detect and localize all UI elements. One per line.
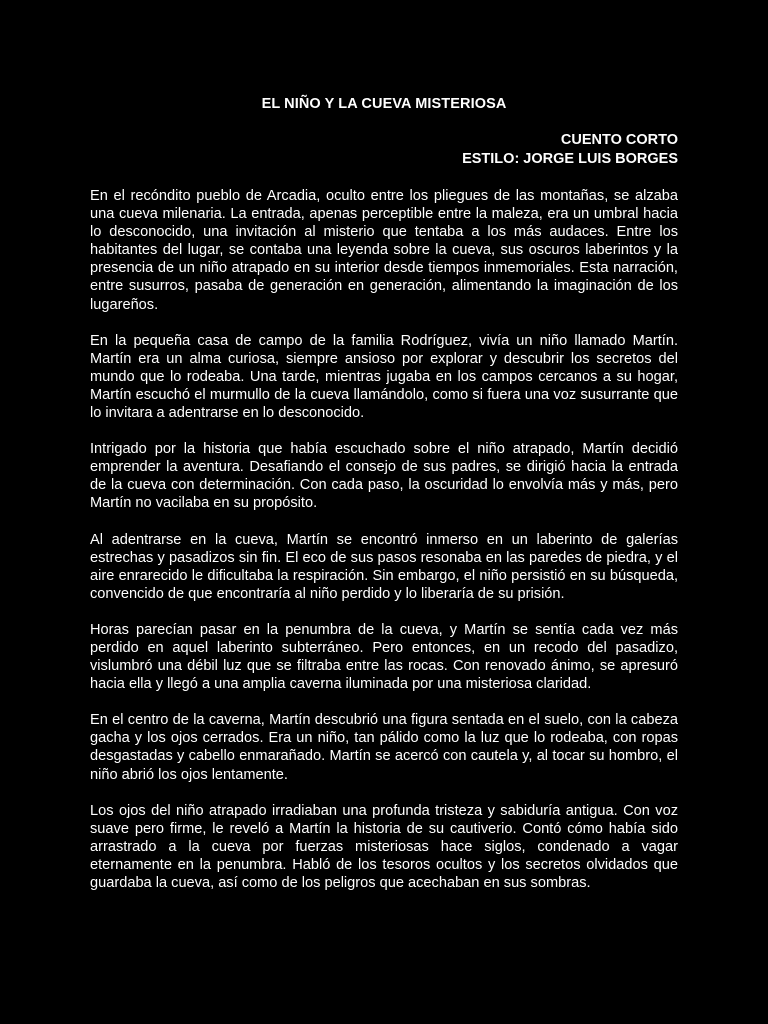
- paragraph: En el centro de la caverna, Martín descubrió una figura sentada en el suelo, con la cabeza gacha y los ojos cerrados. Era un niño, tan pálido como la luz que lo rodeaba, con ropas desgastadas y cabello enmarañado. Martín se acercó con cautela y, al tocar su hombro, el niño abrió los ojos lentamente.: [90, 712, 678, 783]
- paragraph: En el recóndito pueblo de Arcadia, oculto entre los pliegues de las montañas, se alzaba una cueva milenaria. La entrada, apenas perceptible entre la maleza, era un umbral hacia lo desconocido, una invitación al misterio que tentaba a los más audaces. Entre los habitantes del lugar, se contaba una leyenda sobre la cueva, sus oscuros laberintos y la presencia de un niño atrapado en su interior desde tiempos inmemoriales. Esta narración, entre susurros, pasaba de generación en generación, alimentando la imaginación de los lugareños.: [90, 188, 678, 313]
- story-genre: CUENTO CORTO: [560, 132, 678, 148]
- story-meta: [90, 131, 678, 169]
- story-body: [90, 187, 678, 892]
- story-title: EL NIÑO Y LA CUEVA MISTERIOSA: [261, 96, 507, 112]
- paragraph: Los ojos del niño atrapado irradiaban una profunda tristeza y sabiduría antigua. Con voz suave pero firme, le reveló a Martín la historia de su cautiverio. Contó cómo había sido arrastrado a la cueva por fuerzas misteriosas hace siglos, condenado a vagar eternamente en la penumbra. Habló de los tesoros ocultos y los secretos olvidados que guardaba la cueva, así como de los peligros que acechaban en sus sombras.: [90, 802, 678, 891]
- paragraph: En la pequeña casa de campo de la familia Rodríguez, vivía un niño llamado Martín. Martín era un alma curiosa, siempre ansioso por explorar y descubrir los secretos del mundo que lo rodeaba. Una tarde, mientras jugaba en los campos cercanos a su hogar, Martín escuchó el murmullo de la cueva llamándolo, como si fuera una voz susurrante que lo invitara a adentrarse en lo desconocido.: [90, 332, 678, 422]
- document-page: [90, 95, 678, 910]
- paragraph: Al adentrarse en la cueva, Martín se encontró inmerso en un laberinto de galerías estrechas y pasadizos sin fin. El eco de sus pasos resonaba en las paredes de piedra, y el aire enrarecido le dificultaba la respiración. Sin embargo, el niño persistió en su búsqueda, convencido de que encontraría al niño perdido y lo liberaría de su prisión.: [90, 531, 678, 602]
- paragraph: Intrigado por la historia que había escuchado sobre el niño atrapado, Martín decidió emprender la aventura. Desafiando el consejo de sus padres, se dirigió hacia la entrada de la cueva con determinación. Con cada paso, la oscuridad lo envolvía más y más, pero Martín no vacilaba en su propósito.: [90, 441, 678, 512]
- paragraph: Horas parecían pasar en la penumbra de la cueva, y Martín se sentía cada vez más perdido en aquel laberinto subterráneo. Pero entonces, en un recodo del pasadizo, vislumbró una débil luz que se filtraba entre las rocas. Con renovado ánimo, se apresuró hacia ella y llegó a una amplia caverna iluminada por una misteriosa claridad.: [90, 621, 678, 693]
- story-style: ESTILO: JORGE LUIS BORGES: [462, 151, 678, 167]
